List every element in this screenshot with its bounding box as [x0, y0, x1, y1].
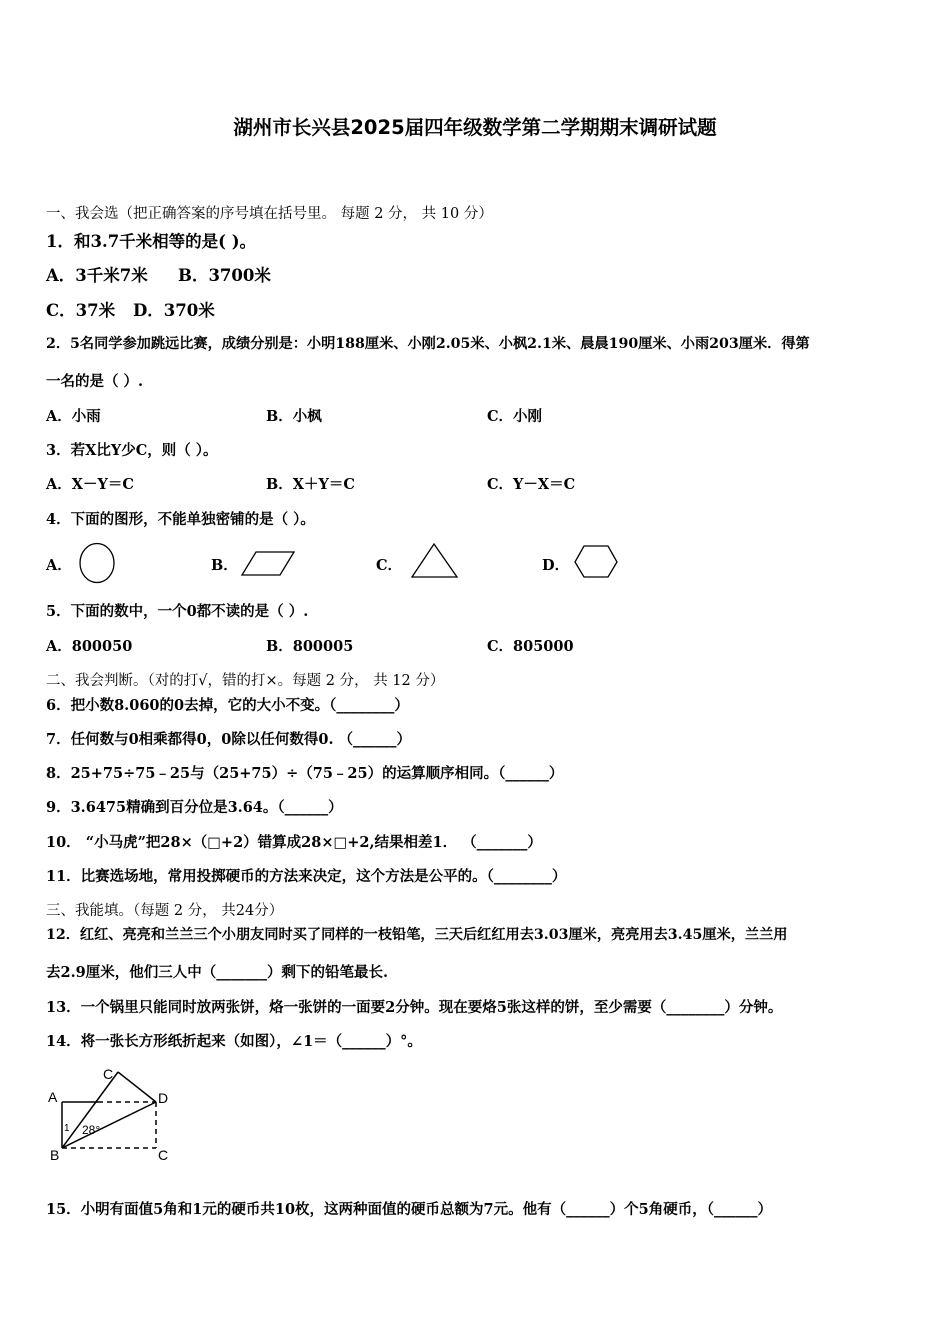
q11: 11．比赛选场地，常用投掷硬币的方法来决定，这个方法是公平的。（________）: [46, 868, 567, 885]
page-title: 湖州市长兴县2025届四年级数学第二学期期末调研试题: [233, 116, 717, 139]
q1-option-a: A．3千米7米: [46, 266, 148, 285]
q3-stem: 3．若X比Y少C，则（ ）。: [46, 442, 218, 459]
q5-stem: 5．下面的数中，一个0都不读的是（ ）.: [46, 603, 309, 620]
q1-option-d: D．370米: [133, 301, 215, 320]
q10: 10． “小马虎”把28×（□+2）错算成28×□+2,结果相差1． （_______）: [46, 834, 542, 851]
q4-option-c: C．: [376, 557, 403, 574]
q3-option-a: A．X－Y＝C: [46, 476, 134, 493]
q7: 7．任何数与0相乘都得0，0除以任何数得0. （______）: [46, 731, 412, 748]
section3-heading: 三、我能填。（每题 2 分， 共24分）: [46, 903, 284, 919]
q6: 6．把小数8.060的0去掉，它的大小不变。（________）: [46, 697, 409, 714]
q5-option-c: C．805000: [487, 638, 574, 655]
q4-stem: 4．下面的图形，不能单独密铺的是（ ）。: [46, 511, 315, 528]
circle-icon: [78, 541, 116, 585]
q12-line1: 12．红红、亮亮和兰兰三个小朋友同时买了同样的一枝铅笔，三天后红红用去3.03厘米，亮亮用去3.45厘米，兰兰用: [46, 927, 788, 943]
q12-line2: 去2.9厘米，他们三人中（_______）剩下的铅笔最长.: [46, 964, 389, 981]
q2-option-c: C．小刚: [487, 408, 543, 425]
q1-stem: 1．和3.7千米相等的是( )。: [46, 232, 257, 251]
q13: 13．一个锅里只能同时放两张饼，烙一张饼的一面要2分钟。现在要烙5张这样的饼，至少需要（________）分钟。: [46, 999, 783, 1016]
q2-option-a: A．小雨: [46, 408, 101, 425]
q14: 14．将一张长方形纸折起来（如图），∠1＝（______）°。: [46, 1033, 422, 1050]
hexagon-icon: [572, 544, 620, 580]
q2-option-b: B．小枫: [266, 408, 322, 425]
q15: 15．小明有面值5角和1元的硬币共10枚，这两种面值的硬币总额为7元。他有（______）个5角硬币，（______）: [46, 1201, 772, 1218]
angle-1-label: 1: [64, 1123, 70, 1134]
label-d: D: [158, 1090, 169, 1106]
q5-option-b: B．800005: [266, 638, 354, 655]
q5-option-a: A．800050: [46, 638, 133, 655]
q3-option-b: B．X＋Y＝C: [266, 476, 355, 493]
label-a: A: [48, 1089, 58, 1105]
q8: 8．25+75÷75﹣25与（25+75）÷（75﹣25）的运算顺序相同。（______）: [46, 765, 564, 782]
q1-option-c: C．37米: [46, 301, 116, 320]
section1-heading: 一、我会选（把正确答案的序号填在括号里。 每题 2 分， 共 10 分）: [46, 206, 493, 222]
q4-option-b: B．: [211, 557, 238, 574]
triangle-icon: [410, 542, 460, 580]
label-b: B: [50, 1147, 60, 1163]
parallelogram-icon: [240, 550, 298, 578]
q3-option-c: C．Y－X＝C: [487, 476, 576, 493]
folded-rectangle-figure: [44, 1062, 176, 1166]
label-c-bottom: C: [158, 1147, 169, 1163]
section2-heading: 二、我会判断。（对的打√，错的打×。每题 2 分， 共 12 分）: [46, 673, 445, 689]
angle-28-label: 28°: [82, 1123, 101, 1137]
label-c-top: C: [103, 1066, 114, 1082]
q4-option-a: A．: [46, 557, 72, 574]
q2-stem-line2: 一名的是（ ）.: [46, 373, 144, 390]
q9: 9．3.6475精确到百分位是3.64。（______）: [46, 799, 343, 816]
q1-option-b: B．3700米: [178, 266, 271, 285]
q2-stem-line1: 2．5名同学参加跳远比赛，成绩分别是：小明188厘米、小刚2.05米、小枫2.1米、晨晨190厘米、小雨203厘米．得第: [46, 336, 810, 352]
q4-option-d: D．: [542, 557, 570, 574]
